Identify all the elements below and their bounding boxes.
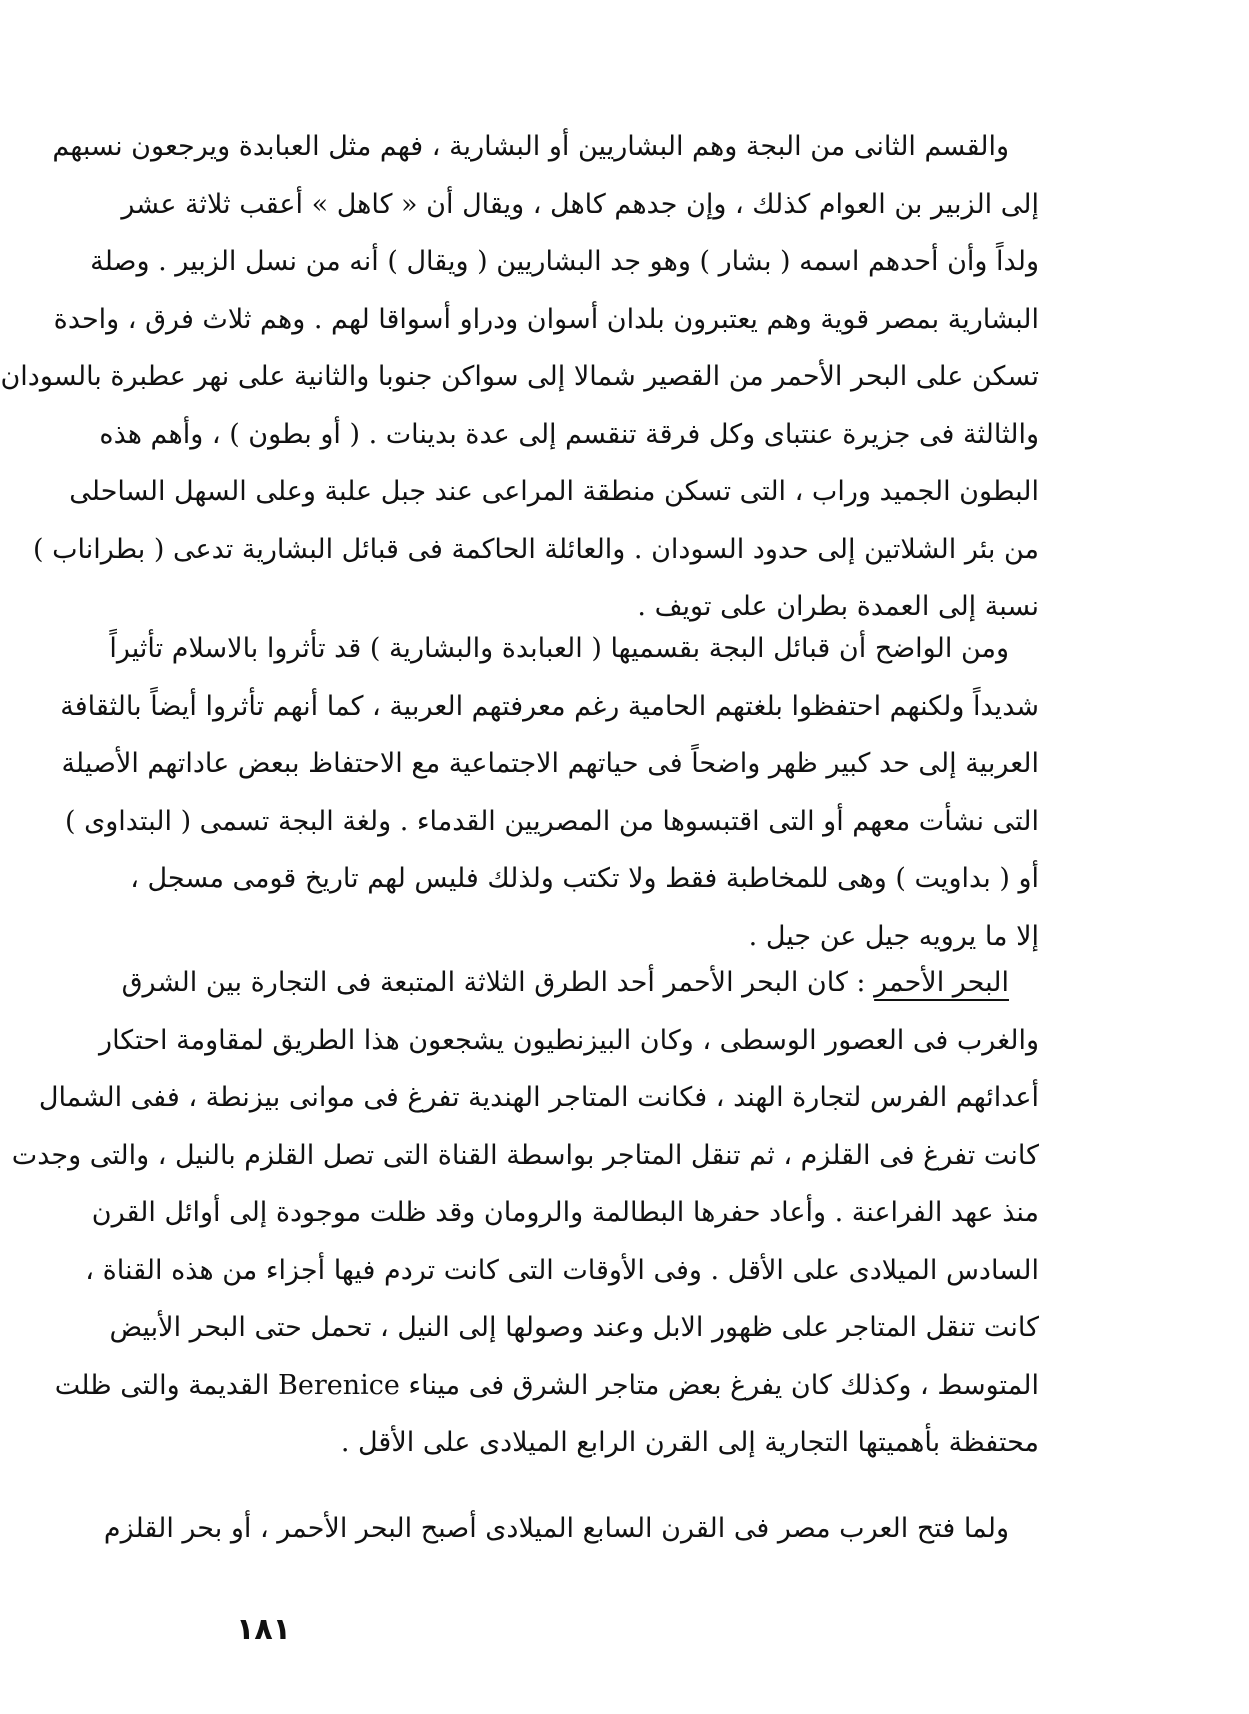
text-line: ولداً وأن أحدهم اسمه ( بشار ) وهو جد البشاريين ( ويقال ) أنه من نسل الزبير . وصلة xyxy=(90,246,1039,277)
text-line: والثالثة فى جزيرة عنتباى وكل فرقة تنقسم إلى عدة بدينات . ( أو بطون ) ، وأهم هذه xyxy=(99,418,1039,450)
text-line: ولما فتح العرب مصر فى القرن السابع الميلادى أصبح البحر الأحمر ، أو بحر القلزم xyxy=(103,1513,1009,1544)
text-line: والقسم الثانى من البجة وهم البشاريين أو البشارية ، فهم مثل العبابدة ويرجعون نسبهم xyxy=(52,131,1009,162)
text-line: ومن الواضح أن قبائل البجة بقسميها ( العبابدة والبشارية ) قد تأثروا بالاسلام تأثيراً xyxy=(109,633,1009,664)
paragraph-arab-conquest xyxy=(103,1500,1039,1558)
text-line: أعدائهم الفرس لتجارة الهند ، فكانت المتاجر الهندية تفرغ فى موانى بيزنطة ، ففى الشمال xyxy=(38,1082,1039,1113)
page-number: ١٨١ xyxy=(236,1612,291,1647)
text-line: أو ( بداويت ) وهى للمخاطبة فقط ولا تكتب ولذلك فليس لهم تاريخ قومى مسجل ، xyxy=(130,863,1039,894)
text-line: محتفظة بأهميتها التجارية إلى القرن الرابع الميلادى على الأقل . xyxy=(340,1427,1039,1458)
text-line: إلا ما يرويه جيل عن جيل . xyxy=(748,920,1039,952)
text-line: السادس الميلادى على الأقل . وفى الأوقات التى كانت تردم فيها أجزاء من هذه القناة ، xyxy=(85,1254,1039,1286)
text-line: البطون الجميد وراب ، التى تسكن منطقة المراعى عند جبل علبة وعلى السهل الساحلى xyxy=(69,476,1039,507)
paragraph-beja-islam xyxy=(60,620,1039,965)
text-line xyxy=(121,954,1039,1012)
text-line: إلى الزبير بن العوام كذلك ، وإن جدهم كاهل ، ويقال أن « كاهل » أعقب ثلاثة عشر xyxy=(121,188,1039,220)
text-line: نسبة إلى العمدة بطران على تويف . xyxy=(637,591,1039,622)
text-line: من بئر الشلاتين إلى حدود السودان . والعائلة الحاكمة فى قبائل البشارية تدعى ( بطراناب ) xyxy=(32,533,1039,565)
text-line: تسكن على البحر الأحمر من القصير شمالا إلى سواكن جنوبا والثانية على نهر عطبرة بالسودان xyxy=(0,361,1039,392)
text-line: البشارية بمصر قوية وهم يعتبرون بلدان أسوان ودراو أسواقا لهم . وهم ثلاث فرق ، واحدة xyxy=(53,303,1039,335)
text-line: المتوسط ، وكذلك كان يفرغ بعض متاجر الشرق فى ميناء Berenice القديمة والتى ظلت xyxy=(54,1369,1039,1401)
text-line: شديداً ولكنهم احتفظوا بلغتهم الحامية رغم معرفتهم العربية ، كما أنهم تأثروا أيضاً بالثقافة xyxy=(60,690,1039,722)
text-line: العربية إلى حد كبير ظهر واضحاً فى حياتهم الاجتماعية مع الاحتفاظ ببعض عاداتهم الأصيلة xyxy=(61,748,1039,779)
text-line: كانت تفرغ فى القلزم ، ثم تنقل المتاجر بواسطة القناة التى تصل القلزم بالنيل ، والتى وجدت xyxy=(11,1139,1039,1171)
text-line: التى نشأت معهم أو التى اقتبسوها من المصريين القدماء . ولغة البجة تسمى ( البتداوى ) xyxy=(65,805,1039,837)
text-line: والغرب فى العصور الوسطى ، وكان البيزنطيون يشجعون هذا الطريق لمقاومة احتكار xyxy=(99,1024,1039,1056)
section-heading: البحر الأحمر xyxy=(874,967,1009,998)
text-line: كانت تنقل المتاجر على ظهور الابل وعند وصولها إلى النيل ، تحمل حتى البحر الأبيض xyxy=(109,1312,1039,1343)
paragraph-beja-bishariyya xyxy=(0,118,1039,636)
text-line: منذ عهد الفراعنة . وأعاد حفرها البطالمة والرومان وقد ظلت موجودة إلى أوائل القرن xyxy=(91,1197,1039,1228)
paragraph-red-sea xyxy=(11,954,1039,1472)
heading-line-rest: : كان البحر الأحمر أحد الطرق الثلاثة المتبعة فى التجارة بين الشرق xyxy=(121,967,875,998)
